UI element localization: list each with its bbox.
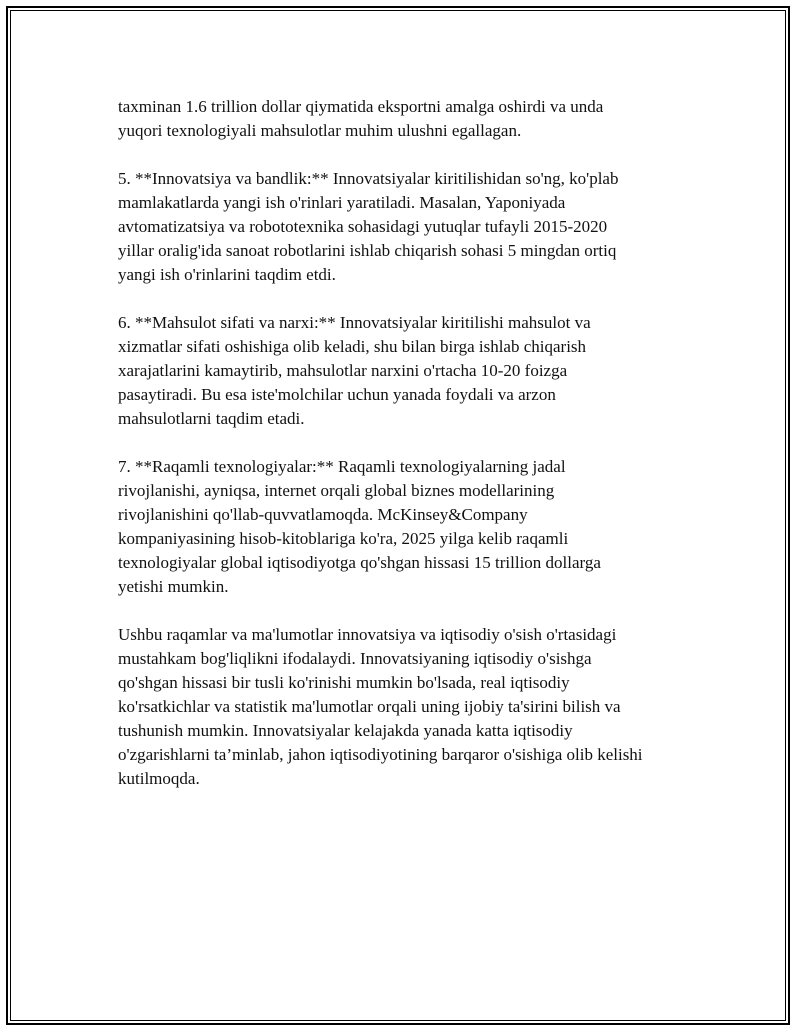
text-line: rivojlanishi, ayniqsa, internet orqali global biznes modellarining <box>118 481 555 500</box>
text-line: qo'shgan hissasi bir tusli ko'rinishi mumkin bo'lsada, real iqtisodiy <box>118 673 570 692</box>
text-line: yangi ish o'rinlarini taqdim etdi. <box>118 265 336 284</box>
paragraph-export-continuation <box>118 95 698 143</box>
text-line: 6. **Mahsulot sifati va narxi:** Innovatsiyalar kiritilishi mahsulot va <box>118 313 591 332</box>
paragraph-digital-technologies <box>118 455 698 599</box>
text-line: tushunish mumkin. Innovatsiyalar kelajakda yanada katta iqtisodiy <box>118 721 573 740</box>
text-line: xizmatlar sifati oshishiga olib keladi, shu bilan birga ishlab chiqarish <box>118 337 587 356</box>
text-line: taxminan 1.6 trillion dollar qiymatida eksportni amalga oshirdi va unda <box>118 97 604 116</box>
text-line: kutilmoqda. <box>118 769 200 788</box>
text-line: mamlakatlarda yangi ish o'rinlari yaratiladi. Masalan, Yaponiyada <box>118 193 566 212</box>
text-line: 5. **Innovatsiya va bandlik:** Innovatsiyalar kiritilishidan so'ng, ko'plab <box>118 169 619 188</box>
text-line: texnologiyalar global iqtisodiyotga qo'shgan hissasi 15 trillion dollarga <box>118 553 601 572</box>
paragraph-product-quality-price <box>118 311 698 431</box>
document-body <box>118 95 698 815</box>
text-line: mustahkam bog'liqlikni ifodalaydi. Innovatsiyaning iqtisodiy o'sishga <box>118 649 592 668</box>
text-line: pasaytiradi. Bu esa iste'molchilar uchun yanada foydali va arzon <box>118 385 556 404</box>
text-line: rivojlanishini qo'llab-quvvatlamoqda. McKinsey&Company <box>118 505 528 524</box>
text-line: Ushbu raqamlar va ma'lumotlar innovatsiya va iqtisodiy o'sish o'rtasidagi <box>118 625 617 644</box>
text-line: kompaniyasining hisob-kitoblariga ko'ra, 2025 yilga kelib raqamli <box>118 529 569 548</box>
text-line: yillar oralig'ida sanoat robotlarini ishlab chiqarish sohasi 5 mingdan ortiq <box>118 241 617 260</box>
text-line: xarajatlarini kamaytirib, mahsulotlar narxini o'rtacha 10-20 foizga <box>118 361 568 380</box>
paragraph-innovation-employment <box>118 167 698 287</box>
text-line: 7. **Raqamli texnologiyalar:** Raqamli texnologiyalarning jadal <box>118 457 566 476</box>
text-line: ko'rsatkichlar va statistik ma'lumotlar orqali uning ijobiy ta'sirini bilish va <box>118 697 621 716</box>
text-line: avtomatizatsiya va robototexnika sohasidagi yutuqlar tufayli 2015-2020 <box>118 217 608 236</box>
text-line: o'zgarishlarni ta’minlab, jahon iqtisodiyotining barqaror o'sishiga olib kelishi <box>118 745 643 764</box>
text-line: yetishi mumkin. <box>118 577 229 596</box>
paragraph-conclusion <box>118 623 698 791</box>
text-line: mahsulotlarni taqdim etadi. <box>118 409 305 428</box>
text-line: yuqori texnologiyali mahsulotlar muhim ulushni egallagan. <box>118 121 522 140</box>
